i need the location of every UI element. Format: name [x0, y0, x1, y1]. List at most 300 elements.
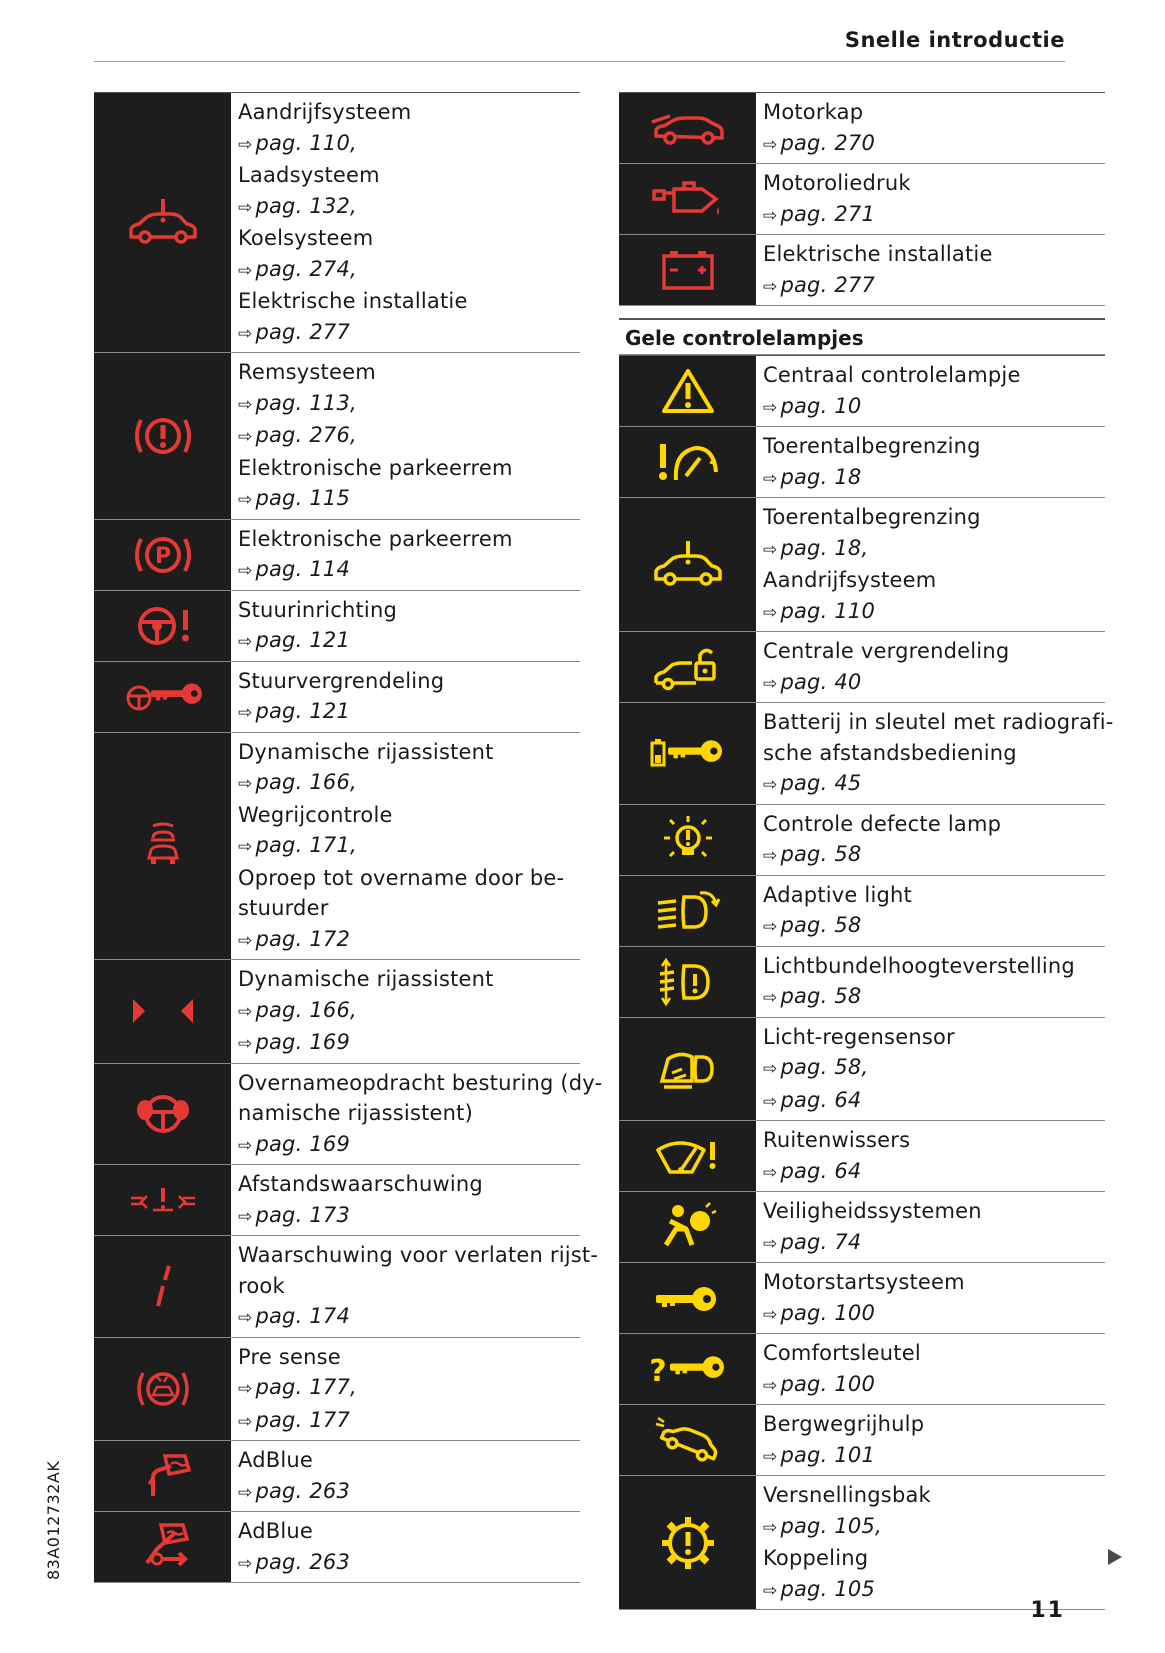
reference-arrow-icon: ⇨	[238, 490, 253, 510]
distance-warning-icon	[127, 1172, 199, 1228]
indicator-label: Afstandswaarschuwing	[238, 1172, 483, 1196]
indicator-icon-cell	[619, 1263, 756, 1333]
reference-arrow-icon: ⇨	[238, 1001, 253, 1022]
indicator-row	[619, 92, 1105, 164]
reference-arrow-icon: ⇨	[763, 468, 778, 489]
page-reference-link[interactable]	[763, 1369, 1099, 1402]
page-reference-link[interactable]	[763, 910, 1099, 943]
indicator-icon-cell	[94, 1512, 231, 1582]
indicator-description	[756, 356, 1105, 426]
key-battery-icon	[648, 725, 728, 781]
indicator-label: Adaptive light	[763, 882, 912, 907]
adblue-nozzle-icon	[131, 1448, 195, 1504]
page-reference-text: pag. 18	[780, 464, 862, 489]
indicator-description	[756, 1405, 1105, 1475]
indicator-label: Batterij in sleutel met radiografi-	[763, 710, 1114, 734]
page-reference-text: pag. 169	[255, 1030, 351, 1054]
reference-arrow-icon: ⇨	[238, 1034, 253, 1054]
indicator-label: Dynamische rijassistent	[238, 739, 494, 764]
indicator-row	[94, 520, 580, 591]
page-reference-text: pag. 263	[255, 1549, 351, 1574]
indicator-row	[94, 1441, 580, 1512]
page-reference-text: pag. 276,	[255, 423, 357, 447]
indicator-description	[756, 876, 1105, 946]
reference-arrow-icon: ⇨	[763, 775, 778, 795]
indicator-icon-cell	[619, 164, 756, 234]
page-reference-link[interactable]	[763, 1440, 1099, 1473]
page-reference-text: pag. 113,	[255, 390, 357, 415]
indicator-label: sche afstandsbediening	[763, 740, 1017, 765]
indicator-row	[94, 1338, 580, 1442]
indicator-row	[619, 632, 1105, 703]
right-indicator-table	[619, 92, 1114, 1610]
indicator-description	[756, 1476, 1105, 1609]
page-reference-link[interactable]	[238, 995, 574, 1028]
page-reference-link[interactable]	[763, 1298, 1099, 1331]
indicator-icon-cell	[94, 591, 231, 661]
page-reference-link[interactable]	[763, 596, 1099, 629]
indicator-description	[231, 1236, 604, 1337]
page-reference-link[interactable]	[763, 667, 1099, 700]
page-reference-text: pag. 64	[780, 1087, 862, 1112]
page-reference-text: pag. 64	[780, 1158, 862, 1183]
page-reference-text: pag. 277	[255, 319, 351, 344]
indicator-label: Motoroliedruk	[763, 171, 911, 195]
page-reference-text: pag. 10	[780, 393, 862, 418]
reference-arrow-icon: ⇨	[238, 703, 253, 723]
indicator-icon-cell	[94, 93, 231, 352]
indicator-label: Veiligheidssystemen	[763, 1199, 982, 1223]
page-reference-text: pag. 100	[780, 1371, 876, 1396]
indicator-label: Koppeling	[763, 1546, 869, 1570]
page-reference-text: pag. 271	[780, 201, 876, 226]
indicator-label: Elektrische installatie	[238, 289, 468, 313]
page-reference-link[interactable]	[763, 391, 1099, 424]
lane-departure-icon	[143, 1258, 183, 1314]
page-reference-text: pag. 40	[780, 669, 862, 694]
parking-brake-icon	[131, 527, 195, 583]
page-reference-text: pag. 105,	[780, 1513, 882, 1538]
indicator-description	[231, 1512, 580, 1582]
gearbox-warning-icon	[656, 1511, 720, 1575]
page-reference-link[interactable]	[238, 1372, 574, 1405]
page-reference-text: pag. 121	[255, 628, 351, 652]
bulb-failure-icon	[656, 812, 720, 868]
indicator-row	[619, 1405, 1105, 1476]
page-reference-link[interactable]	[763, 1085, 1099, 1118]
indicator-icon-cell	[619, 703, 756, 804]
reference-arrow-icon: ⇨	[763, 539, 778, 560]
oil-pressure-icon	[648, 171, 728, 227]
page-reference-text: pag. 58	[780, 913, 862, 937]
page-reference-link[interactable]	[238, 1301, 598, 1334]
reference-arrow-icon: ⇨	[763, 1091, 778, 1112]
airbag-icon	[656, 1199, 720, 1255]
page-reference-text: pag. 115	[255, 486, 351, 510]
page-reference-link[interactable]	[763, 768, 1114, 801]
reference-arrow-icon: ⇨	[763, 276, 778, 297]
reference-arrow-icon: ⇨	[763, 205, 778, 226]
page-reference-text: pag. 110	[780, 598, 876, 623]
indicator-row	[94, 1236, 599, 1338]
reference-arrow-icon: ⇨	[763, 397, 778, 418]
page-reference-link[interactable]	[238, 554, 574, 587]
indicator-label: Motorkap	[763, 100, 864, 124]
yellow-indicator-list	[619, 355, 1114, 1610]
indicator-label: Elektronische parkeerrem	[238, 526, 513, 551]
indicator-description	[756, 1192, 1105, 1262]
reference-arrow-icon: ⇨	[238, 1553, 253, 1574]
reference-arrow-icon: ⇨	[238, 427, 253, 447]
indicator-label: AdBlue	[238, 1448, 313, 1472]
page-reference-text: pag. 110,	[255, 130, 357, 155]
wiper-warning-icon	[652, 1128, 724, 1184]
page-reference-text: pag. 270	[780, 130, 876, 155]
indicator-label: rook	[238, 1273, 285, 1298]
page-reference-text: pag. 58	[780, 842, 862, 866]
steering-warning-icon	[131, 598, 195, 654]
reference-arrow-icon: ⇨	[238, 632, 253, 652]
page-reference-link[interactable]	[238, 483, 574, 516]
indicator-description	[231, 1441, 580, 1511]
indicator-row	[619, 1263, 1105, 1334]
reference-arrow-icon: ⇨	[763, 1580, 778, 1601]
indicator-icon-cell	[94, 733, 231, 960]
indicator-label: Remsysteem	[238, 360, 376, 384]
page-reference-text: pag. 277	[780, 272, 876, 297]
page-reference-link[interactable]	[238, 420, 574, 453]
page-reference-link[interactable]	[238, 1476, 574, 1509]
document-code: 83A012732AK	[44, 1460, 63, 1580]
indicator-label: Motorstartsysteem	[763, 1270, 965, 1294]
indicator-icon-cell	[619, 356, 756, 426]
indicator-icon-cell	[619, 427, 756, 497]
indicator-description	[756, 1263, 1105, 1333]
central-locking-icon	[652, 639, 724, 695]
page-reference-link[interactable]	[763, 1156, 1099, 1189]
page-reference-link[interactable]	[238, 388, 574, 421]
indicator-description	[756, 93, 1105, 163]
indicator-icon-cell	[619, 947, 756, 1017]
reference-arrow-icon: ⇨	[763, 673, 778, 694]
indicator-label: Centrale vergrendeling	[763, 639, 1010, 663]
indicator-icon-cell	[94, 1064, 231, 1165]
indicator-description	[231, 1064, 608, 1165]
reference-arrow-icon: ⇨	[763, 602, 778, 623]
indicator-icon-cell	[94, 1165, 231, 1235]
indicator-description	[231, 591, 580, 661]
indicator-description	[756, 427, 1105, 497]
page-reference-text: pag. 177	[255, 1407, 351, 1432]
page-reference-text: pag. 171,	[255, 833, 357, 857]
indicator-description	[231, 662, 580, 732]
page-reference-link[interactable]	[238, 254, 574, 287]
page-reference-text: pag. 74	[780, 1229, 862, 1254]
reference-arrow-icon: ⇨	[763, 1446, 778, 1467]
red-indicator-list	[94, 92, 603, 1583]
indicator-description	[756, 1121, 1105, 1191]
indicator-description	[231, 520, 580, 590]
indicator-row	[94, 353, 580, 520]
svg-text:?: ?	[648, 1354, 667, 1389]
page-reference-text: pag. 18,	[780, 535, 869, 560]
rev-limit-icon	[652, 434, 724, 490]
car-warning-icon	[123, 195, 203, 251]
indicator-description	[231, 1165, 580, 1235]
page-reference-text: pag. 166,	[255, 997, 357, 1022]
next-page-arrow-icon	[1108, 1549, 1122, 1565]
indicator-row	[619, 498, 1105, 632]
page-reference-link[interactable]	[238, 1027, 574, 1060]
indicator-row	[94, 1165, 580, 1236]
indicator-icon-cell	[619, 1121, 756, 1191]
reference-arrow-icon: ⇨	[238, 774, 253, 794]
indicator-description	[756, 632, 1105, 702]
page-reference-text: pag. 274,	[255, 256, 357, 281]
driving-assist-icon	[143, 818, 183, 874]
page-reference-link[interactable]	[763, 462, 1099, 495]
indicator-label: Versnellingsbak	[763, 1483, 931, 1507]
adaptive-light-icon	[652, 883, 724, 939]
indicator-label: AdBlue	[238, 1519, 313, 1543]
indicator-icon-cell	[94, 1338, 231, 1441]
page-reference-link[interactable]	[238, 1200, 574, 1233]
page-reference-link[interactable]	[763, 1052, 1099, 1085]
indicator-icon-cell	[619, 1476, 756, 1609]
indicator-icon-cell	[619, 1334, 756, 1404]
indicator-row	[619, 1476, 1105, 1610]
reference-arrow-icon: ⇨	[238, 1135, 253, 1156]
reference-arrow-icon: ⇨	[238, 1308, 253, 1328]
indicator-label: Koelsysteem	[238, 226, 374, 250]
indicator-icon-cell	[619, 93, 756, 163]
indicator-label: Toerentalbegrenzing	[763, 434, 981, 458]
indicator-row	[619, 427, 1105, 498]
page-reference-text: pag. 121	[255, 699, 351, 723]
page-reference-text: pag. 100	[780, 1300, 876, 1325]
indicator-row	[619, 164, 1105, 235]
steering-lock-icon	[123, 669, 203, 725]
indicator-icon-cell	[94, 1441, 231, 1511]
indicator-label: namische rijassistent)	[238, 1101, 473, 1125]
page-reference-text: pag. 45	[780, 771, 862, 795]
indicator-row	[619, 235, 1105, 306]
indicator-row	[619, 1018, 1105, 1122]
indicator-icon-cell	[94, 662, 231, 732]
page-reference-text: pag. 101	[780, 1442, 876, 1467]
page-reference-link[interactable]	[238, 1129, 602, 1162]
indicator-label: Waarschuwing voor verlaten rijst-	[238, 1243, 599, 1267]
indicator-icon-cell	[619, 1405, 756, 1475]
page-reference-text: pag. 263	[255, 1478, 351, 1503]
indicator-description	[756, 235, 1105, 305]
key-icon	[652, 1270, 724, 1326]
indicator-row	[94, 1064, 603, 1166]
page-reference-text: pag. 114	[255, 557, 351, 581]
indicator-row	[94, 662, 580, 733]
header-divider	[94, 61, 1065, 62]
page-reference-link[interactable]	[763, 1511, 1099, 1544]
reference-arrow-icon: ⇨	[763, 1517, 778, 1538]
indicator-label: Pre sense	[238, 1344, 341, 1369]
indicator-label: Stuurvergrendeling	[238, 668, 445, 693]
key-question-icon	[648, 1341, 728, 1397]
page-reference-link[interactable]	[238, 924, 574, 957]
page-reference-link[interactable]	[763, 199, 1099, 232]
indicator-icon-cell	[94, 960, 231, 1063]
page-reference-text: pag. 169	[255, 1131, 351, 1156]
page-reference-text: pag. 174	[255, 1304, 351, 1328]
page-reference-link[interactable]	[238, 625, 574, 658]
page-reference-link[interactable]	[763, 533, 1099, 566]
indicator-description	[756, 1018, 1105, 1121]
svg-text:P: P	[154, 543, 171, 569]
indicator-label: Aandrijfsysteem	[238, 100, 412, 124]
indicator-description	[231, 93, 580, 352]
indicator-icon-cell	[94, 353, 231, 519]
indicator-label: Lichtbundelhoogteverstelling	[763, 953, 1075, 978]
hood-open-icon	[648, 100, 728, 156]
indicator-icon-cell	[94, 1236, 231, 1337]
indicator-icon-cell	[619, 876, 756, 946]
adblue-wrench-icon	[131, 1519, 195, 1575]
warning-triangle-icon	[656, 363, 720, 419]
battery-icon	[648, 242, 728, 298]
page-reference-link[interactable]	[763, 270, 1099, 303]
indicator-label: Toerentalbegrenzing	[763, 505, 981, 529]
indicator-label: Bergwegrijhulp	[763, 1412, 925, 1436]
reference-arrow-icon: ⇨	[238, 561, 253, 581]
indicator-row	[619, 703, 1114, 805]
brake-system-icon	[131, 408, 195, 464]
page-reference-link[interactable]	[238, 1547, 574, 1580]
car-warning-icon	[648, 537, 728, 593]
indicator-description	[756, 498, 1105, 631]
page-reference-text: pag. 177,	[255, 1375, 357, 1399]
reference-arrow-icon: ⇨	[238, 1411, 253, 1432]
page-reference-link[interactable]	[763, 839, 1099, 872]
reference-arrow-icon: ⇨	[763, 1233, 778, 1254]
light-rain-sensor-icon	[652, 1041, 724, 1097]
indicator-icon-cell	[619, 632, 756, 702]
indicator-icon-cell	[619, 498, 756, 631]
indicator-description	[756, 1334, 1105, 1404]
indicator-label: Controle defecte lamp	[763, 811, 1002, 836]
headlight-range-icon	[652, 954, 724, 1010]
reference-arrow-icon: ⇨	[238, 134, 253, 155]
lane-markers-icon	[123, 983, 203, 1039]
reference-arrow-icon: ⇨	[763, 1375, 778, 1396]
indicator-row	[94, 960, 580, 1064]
page-reference-link[interactable]	[763, 981, 1099, 1014]
indicator-description	[231, 1338, 580, 1441]
page-reference-link[interactable]	[238, 191, 574, 224]
page-reference-link[interactable]	[763, 128, 1099, 161]
reference-arrow-icon: ⇨	[763, 1162, 778, 1183]
indicator-icon-cell	[619, 1192, 756, 1262]
hill-hold-icon	[652, 1412, 724, 1468]
page-reference-text: pag. 105	[780, 1576, 876, 1601]
red-indicator-list-continued	[619, 92, 1105, 306]
indicator-row	[619, 947, 1105, 1018]
indicator-description	[231, 960, 580, 1063]
page-reference-text: pag. 166,	[255, 770, 357, 794]
indicator-label: Centraal controlelampje	[763, 363, 1021, 387]
takeover-steering-icon	[131, 1086, 195, 1142]
indicator-description	[231, 733, 580, 960]
page-reference-link[interactable]	[238, 1405, 574, 1438]
reference-arrow-icon: ⇨	[238, 1482, 253, 1503]
indicator-label: Stuurinrichting	[238, 597, 397, 622]
indicator-label: stuurder	[238, 896, 329, 920]
reference-arrow-icon: ⇨	[238, 837, 253, 857]
reference-arrow-icon: ⇨	[763, 917, 778, 937]
page-reference-text: pag. 58	[780, 984, 862, 1008]
left-indicator-table	[94, 92, 603, 1583]
pre-sense-icon	[131, 1361, 195, 1417]
indicator-description	[756, 947, 1105, 1017]
indicator-row	[94, 1512, 580, 1583]
indicator-label: Oproep tot overname door be-	[238, 865, 565, 890]
reference-arrow-icon: ⇨	[238, 930, 253, 951]
page-number: 11	[1030, 1598, 1065, 1623]
indicator-label: Comfortsleutel	[763, 1341, 921, 1365]
indicator-icon-cell	[94, 520, 231, 590]
indicator-row	[619, 1334, 1105, 1405]
reference-arrow-icon: ⇨	[763, 988, 778, 1008]
page-reference-text: pag. 132,	[255, 193, 357, 218]
reference-arrow-icon: ⇨	[763, 1059, 778, 1079]
reference-arrow-icon: ⇨	[238, 394, 253, 415]
page-header-title: Snelle introductie	[844, 28, 1065, 52]
reference-arrow-icon: ⇨	[763, 134, 778, 155]
page-reference-text: pag. 173	[255, 1202, 351, 1227]
reference-arrow-icon: ⇨	[763, 846, 778, 866]
page-reference-link[interactable]	[238, 696, 574, 729]
indicator-label: Overnameopdracht besturing (dy-	[238, 1070, 603, 1095]
indicator-row	[619, 1192, 1105, 1263]
page-reference-link[interactable]	[238, 128, 574, 161]
indicator-description	[231, 353, 580, 519]
indicator-description	[756, 164, 1105, 234]
indicator-label: Elektrische installatie	[763, 242, 993, 266]
indicator-label: Dynamische rijassistent	[238, 967, 494, 991]
indicator-label: Wegrijcontrole	[238, 802, 393, 827]
indicator-row	[619, 1121, 1105, 1192]
reference-arrow-icon: ⇨	[238, 1206, 253, 1227]
page-reference-link[interactable]	[238, 767, 574, 800]
reference-arrow-icon: ⇨	[763, 1304, 778, 1325]
page-reference-link[interactable]	[763, 1227, 1099, 1260]
indicator-row	[94, 92, 580, 353]
indicator-label: Licht-regensensor	[763, 1024, 955, 1049]
indicator-row	[619, 805, 1105, 876]
page-reference-link[interactable]	[238, 317, 574, 350]
indicator-icon-cell	[619, 1018, 756, 1121]
yellow-section-heading: Gele controlelampjes	[619, 318, 1105, 355]
indicator-label: Ruitenwissers	[763, 1128, 911, 1152]
reference-arrow-icon: ⇨	[238, 197, 253, 218]
indicator-label: Laadsysteem	[238, 163, 380, 187]
reference-arrow-icon: ⇨	[238, 323, 253, 344]
page-reference-link[interactable]	[238, 830, 574, 863]
indicator-row	[619, 355, 1105, 427]
indicator-description	[756, 703, 1120, 804]
indicator-description	[756, 805, 1105, 875]
indicator-icon-cell	[619, 805, 756, 875]
page-reference-text: pag. 58,	[780, 1055, 869, 1079]
indicator-row	[94, 733, 580, 961]
